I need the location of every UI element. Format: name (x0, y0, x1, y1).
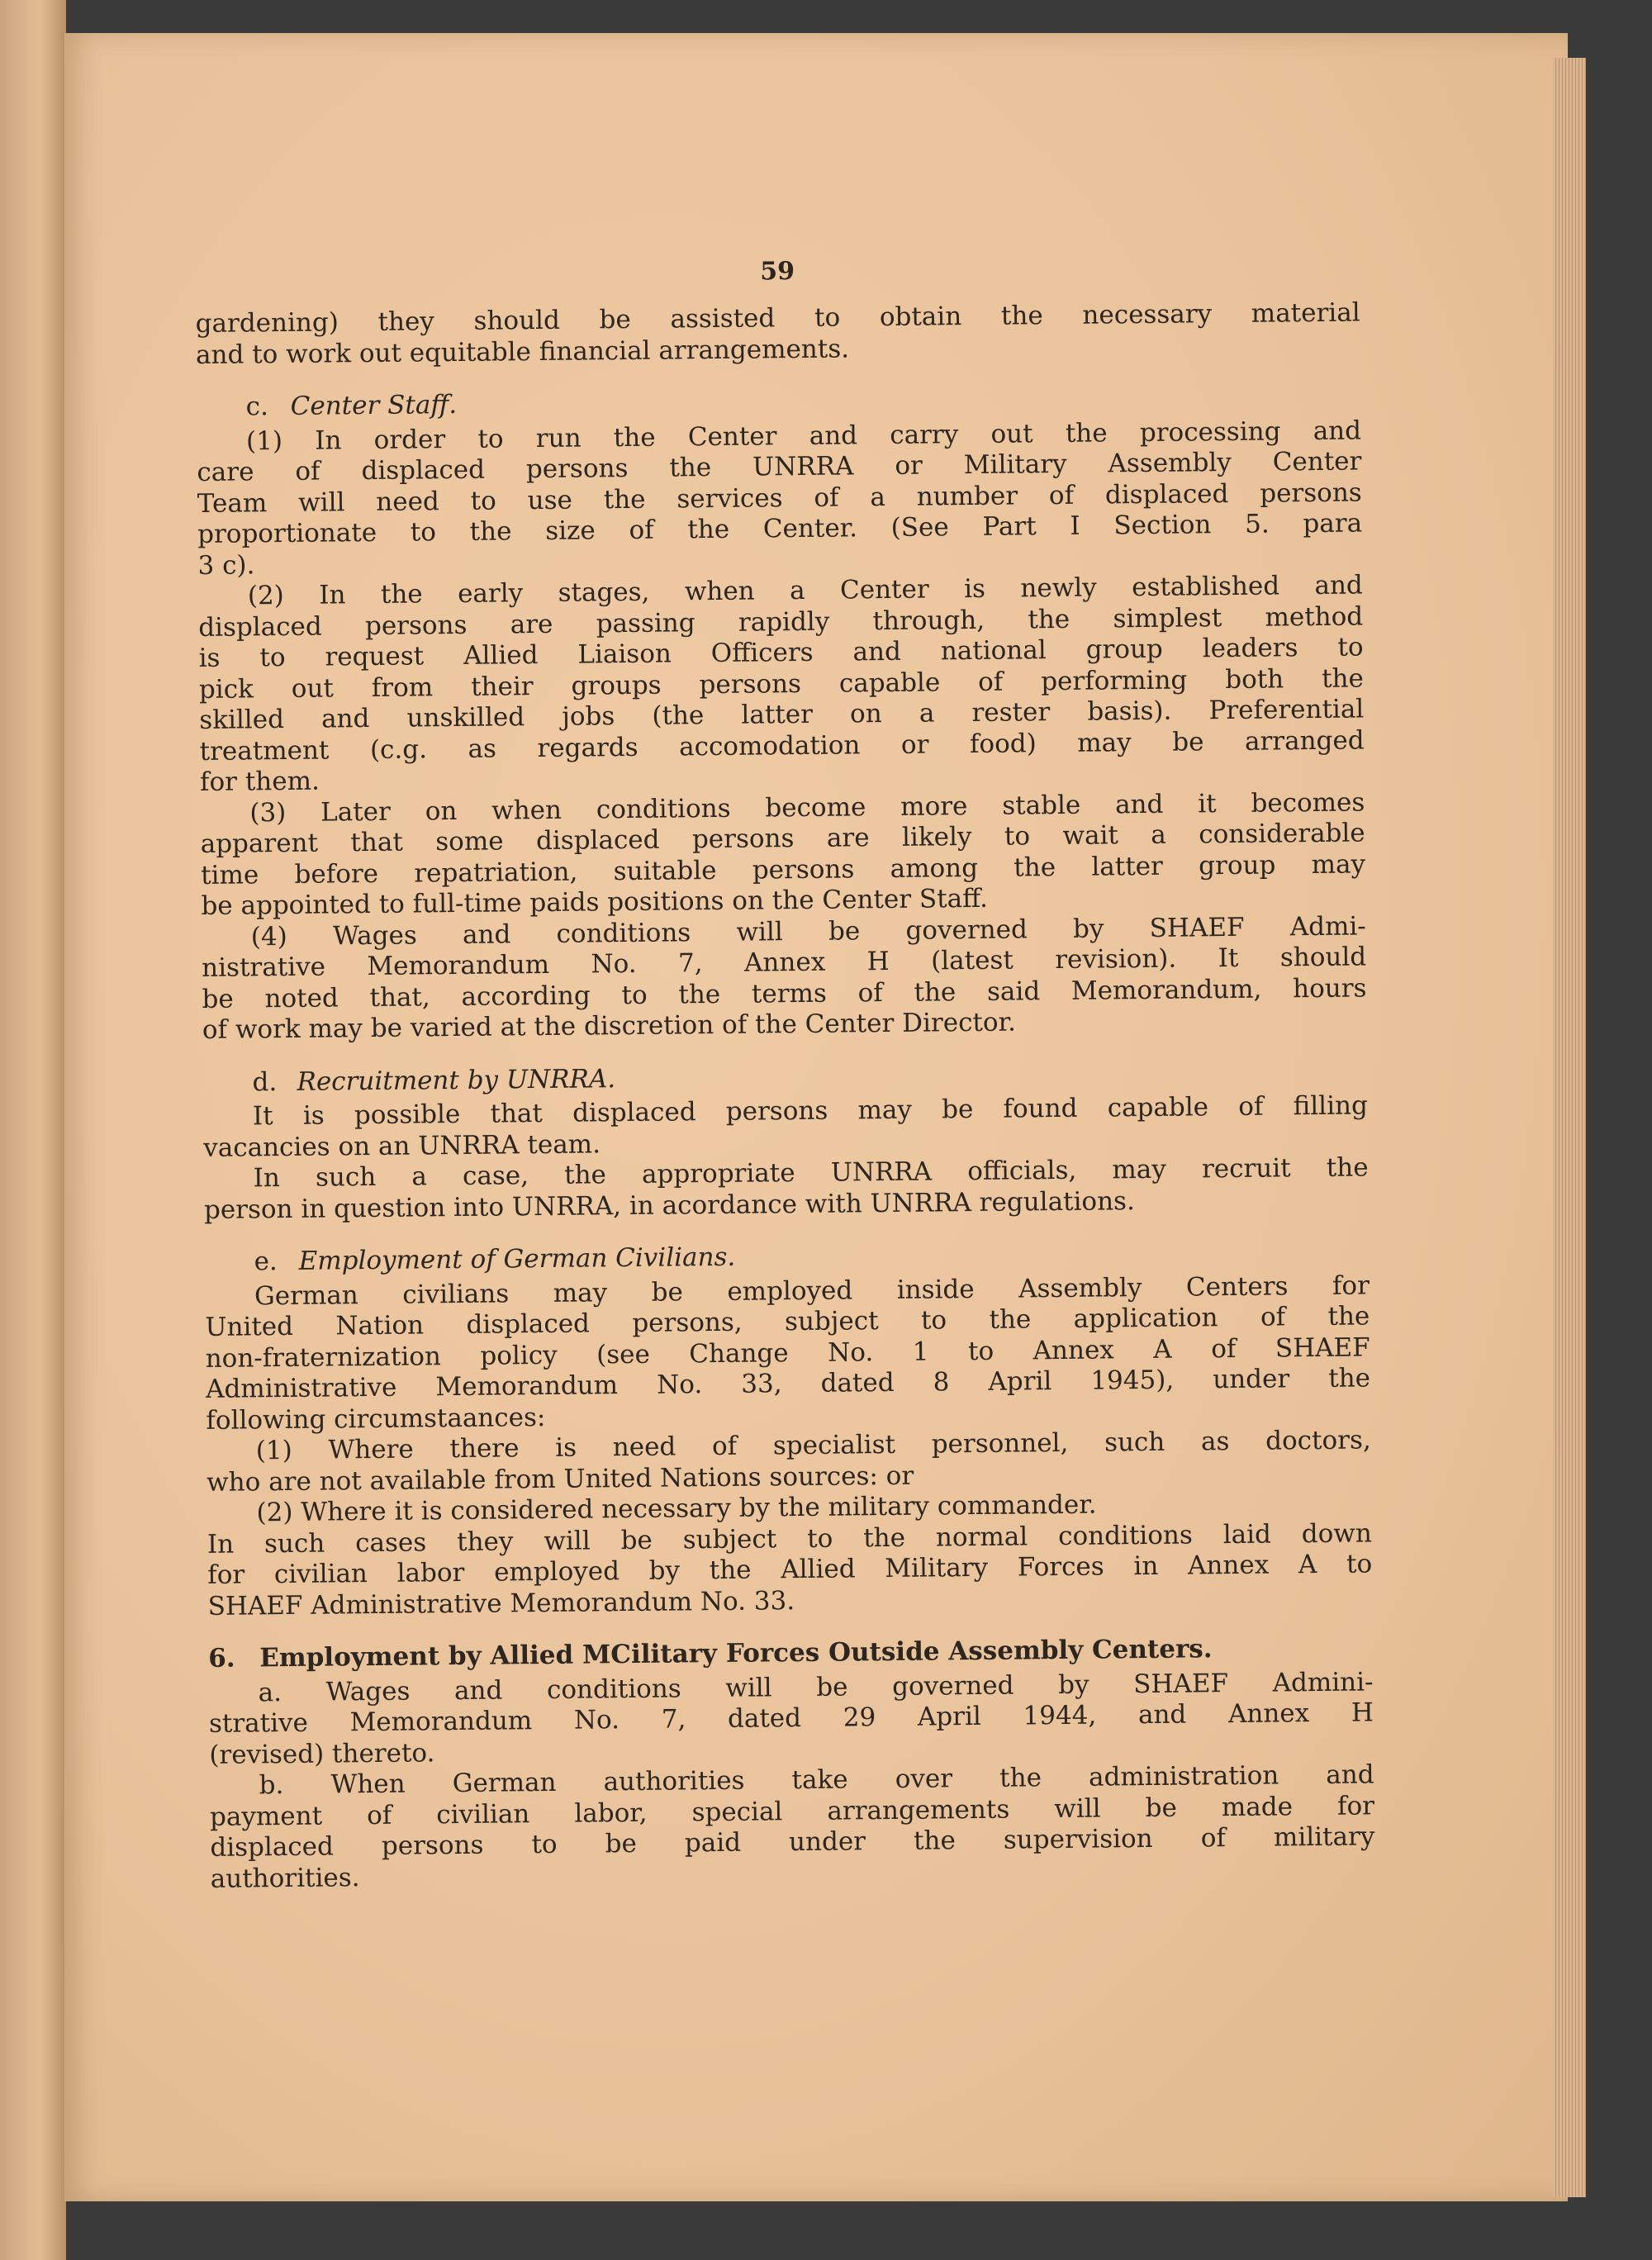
text-line: displaced persons to be paid under the supervision of military (210, 1821, 1375, 1863)
text-line: United Nation displaced persons, subject to the application of the (205, 1301, 1370, 1342)
section-title: Center Staff. (290, 389, 458, 421)
paragraph (202, 911, 1367, 1047)
text-line: Administrative Memorandum No. 33, dated 8 April 1945), under the (205, 1363, 1371, 1404)
paragraph (200, 787, 1365, 923)
text-line: (2) Where it is considered necessary by the military commander. (256, 1489, 1097, 1528)
text-line: vacancies on an UNRRA team. (203, 1128, 601, 1163)
text-line: gardening) they should be assisted to obtain the necessary material (195, 297, 1360, 339)
text-line: pick out from their groups persons capable of performing both the (198, 662, 1365, 705)
text-line: It is possible that displaced persons may be found capable of filling (252, 1090, 1369, 1132)
page-text (195, 251, 1375, 1894)
section-letter: e. (254, 1246, 278, 1277)
text-line: for them. (199, 766, 320, 797)
paragraph (196, 297, 1361, 371)
text-line: care of displaced persons the UNRRA or Military Assembly Center (197, 446, 1362, 487)
text-line: Team will need to use the services of a number of displaced persons (197, 477, 1362, 519)
text-line: and to work out equitable financial arrangements. (195, 333, 850, 370)
section-title: Recruitment by UNRRA. (297, 1063, 616, 1097)
text-line: of work may be varied at the discretion of the Center Director. (202, 1007, 1017, 1045)
body-text (196, 297, 1375, 1894)
text-line: a. Wages and conditions will be governed by SHAEF Admini- (258, 1666, 1374, 1707)
text-line: following circumstaances: (206, 1402, 546, 1436)
text-line: non-fraternization policy (see Change No. 1 to Annex A of SHAEF (205, 1332, 1370, 1374)
text-line: SHAEF Administrative Memorandum No. 33. (207, 1585, 795, 1621)
paragraph (203, 1152, 1369, 1226)
paragraph (198, 570, 1365, 798)
text-line: (2) In the early stages, when a Center is newly established and (247, 570, 1363, 611)
text-line: (4) Wages and conditions will be governed by SHAEF Admi- (250, 910, 1366, 952)
text-line: (1) In order to run the Center and carry out the processing and (245, 415, 1362, 456)
paragraph (207, 1518, 1373, 1622)
paragraph (203, 1090, 1369, 1164)
text-line: (1) Where there is need of specialist personnel, such as doctors, (255, 1425, 1371, 1466)
text-line: displaced persons are passing rapidly through, the simplest method (198, 601, 1364, 643)
text-line: authorities. (210, 1862, 360, 1894)
paragraph (210, 1759, 1375, 1895)
section-letter: d. (252, 1066, 278, 1097)
page-number: 59 (760, 257, 795, 287)
text-line: b. When German authorities take over the administration and (259, 1759, 1374, 1801)
previous-page-edge (0, 0, 66, 2260)
page-edges (1553, 58, 1586, 2197)
text-line: for civilian labor employed by the Allied Military Forces in Annex A to (207, 1549, 1373, 1590)
section-letter: c. (245, 392, 269, 422)
text-line: 3 c). (197, 549, 255, 581)
text-line: strative Memorandum No. 7, dated 29 April 1944, and Annex H (208, 1697, 1374, 1739)
text-line: person in question into UNRRA, in acordance with UNRRA regulations. (203, 1185, 1136, 1225)
text-line: time before repatriation, suitable persons among the latter group may (200, 848, 1366, 890)
text-line: who are not available from United Nations sources: or (206, 1460, 914, 1498)
text-line: skilled and unskilled jobs (the latter on a rester basis). Preferential (199, 694, 1365, 735)
text-line: be noted that, according to the terms of the said Memorandum, hours (202, 972, 1367, 1014)
section-title: Employment of German Civilians. (298, 1242, 736, 1276)
text-line: proportionate to the size of the Center. (See Part I Section 5. para (197, 508, 1363, 549)
text-line: nistrative Memorandum No. 7, Annex H (latest revision). It should (202, 942, 1367, 983)
text-line: (3) Later on when conditions become more stable and it becomes (249, 786, 1365, 828)
text-line: apparent that some displaced persons are likely to wait a considerable (200, 818, 1365, 859)
paragraph (205, 1270, 1371, 1436)
paragraph (208, 1667, 1374, 1771)
text-line: German civilians may be employed inside Assembly Centers for (254, 1270, 1370, 1311)
text-line: payment of civilian labor, special arrangements will be made for (209, 1790, 1375, 1832)
section-letter: 6. (208, 1643, 235, 1674)
text-line: treatment (c.g. as regards accomodation or food) may be arranged (199, 724, 1365, 767)
text-line: In such a case, the appropriate UNRRA officials, may recruit the (253, 1152, 1369, 1194)
paragraph (206, 1425, 1372, 1498)
paragraph (197, 415, 1363, 582)
text-line: In such cases they will be subject to the normal conditions laid down (206, 1517, 1373, 1560)
text-line: (revised) thereto. (209, 1737, 435, 1770)
text-line: is to request Allied Liaison Officers and national group leaders to (198, 632, 1364, 673)
section-title: Employment by Allied MCilitary Forces Outside Assembly Centers. (259, 1634, 1213, 1674)
text-line: be appointed to full-time paids positions on the Center Staff. (201, 883, 989, 921)
